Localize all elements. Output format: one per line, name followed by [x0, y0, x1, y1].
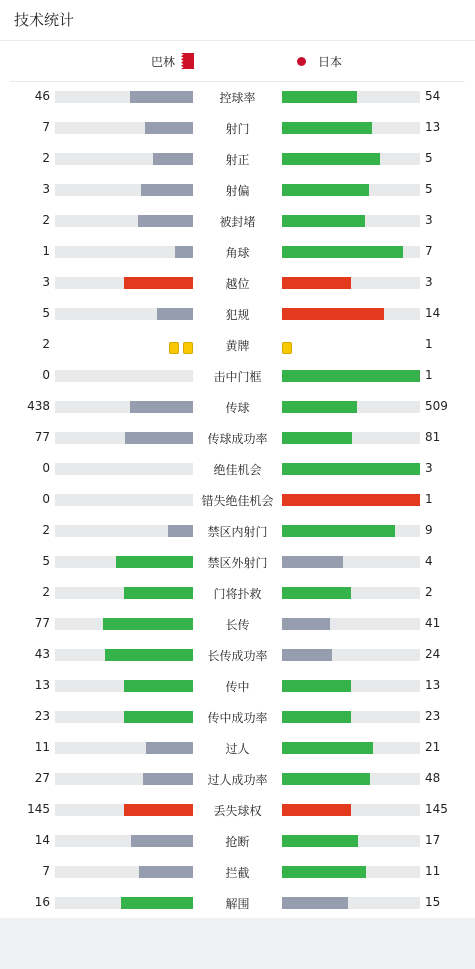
stat-row: [0, 267, 475, 298]
stat-label: 传球: [225, 401, 250, 415]
stat-label: 长传: [225, 618, 250, 632]
away-bar-fill: [282, 773, 370, 785]
home-bar-track: [55, 122, 193, 134]
home-bar-track: [55, 246, 193, 258]
away-bar-fill: [282, 277, 351, 289]
away-bar-track: [282, 742, 420, 754]
home-team-name: 巴林: [150, 55, 175, 69]
away-bar-track: [282, 680, 420, 692]
away-value: 5: [425, 151, 433, 165]
stat-row: [0, 143, 475, 174]
stat-label: 传中: [225, 680, 250, 694]
home-value: 2: [42, 213, 50, 227]
away-bar-track: [282, 215, 420, 227]
away-value: 1: [425, 337, 433, 351]
section-title: 技术统计: [14, 11, 75, 29]
home-bar-track: [55, 277, 193, 289]
home-value: 43: [34, 647, 50, 661]
home-bar-track: [55, 184, 193, 196]
stat-label: 禁区外射门: [207, 556, 268, 570]
home-bar-track: [55, 897, 193, 909]
stat-label: 射门: [225, 122, 250, 136]
away-value: 11: [425, 864, 441, 878]
stat-row: [0, 670, 475, 701]
yellow-card-icon: [282, 342, 292, 354]
stat-label: 绝佳机会: [213, 463, 262, 477]
home-value: 2: [42, 523, 50, 537]
home-bar-track: [55, 370, 193, 382]
away-bar-track: [282, 866, 420, 878]
home-bar-fill: [103, 618, 193, 630]
away-value: 2: [425, 585, 433, 599]
away-value: 509: [425, 399, 448, 413]
away-bar-fill: [282, 556, 343, 568]
home-bar-track: [55, 494, 193, 506]
stat-label: 错失绝佳机会: [201, 494, 274, 508]
home-bar-fill: [146, 742, 193, 754]
away-bar-track: [282, 711, 420, 723]
stat-row: [0, 732, 475, 763]
stat-row: [0, 453, 475, 484]
home-bar-fill: [157, 308, 193, 320]
away-bar-track: [282, 184, 420, 196]
home-bar-track: [55, 649, 193, 661]
stat-row: [0, 577, 475, 608]
home-bar-track: [55, 153, 193, 165]
away-bar-track: [282, 618, 420, 630]
stat-label: 犯规: [225, 308, 250, 322]
home-value: 1: [42, 244, 50, 258]
home-value: 0: [42, 461, 50, 475]
home-value: 2: [42, 585, 50, 599]
away-value: 1: [425, 492, 433, 506]
home-bar-track: [55, 556, 193, 568]
away-team-name: 日本: [318, 55, 343, 69]
away-value: 15: [425, 895, 441, 909]
home-bar-track: [55, 587, 193, 599]
home-bar-fill: [175, 246, 193, 258]
stat-row: [0, 515, 475, 546]
stat-row: [0, 701, 475, 732]
away-value: 81: [425, 430, 441, 444]
away-bar-track: [282, 246, 420, 258]
home-bar-track: [55, 835, 193, 847]
home-value: 5: [42, 306, 50, 320]
away-value: 4: [425, 554, 433, 568]
home-value: 14: [34, 833, 50, 847]
away-bar-track: [282, 401, 420, 413]
home-bar-track: [55, 711, 193, 723]
away-value: 13: [425, 678, 441, 692]
home-bar-fill: [145, 122, 193, 134]
stat-label: 黄牌: [225, 339, 250, 353]
stat-label: 过人成功率: [207, 773, 268, 787]
stat-row: [0, 794, 475, 825]
home-bar-fill: [138, 215, 193, 227]
home-bar-fill: [130, 91, 193, 103]
home-bar-fill: [139, 866, 193, 878]
teams-header: [10, 41, 465, 82]
away-bar-track: [282, 494, 420, 506]
away-bar-fill: [282, 897, 348, 909]
home-bar-track: [55, 91, 193, 103]
away-value: 48: [425, 771, 441, 785]
away-bar-fill: [282, 370, 420, 382]
home-bar-fill: [105, 649, 193, 661]
yellow-card-icon: [169, 342, 179, 354]
away-value: 145: [425, 802, 448, 816]
home-bar-fill: [124, 680, 193, 692]
stat-row: [0, 329, 475, 360]
home-bar-fill: [153, 153, 193, 165]
away-bar-fill: [282, 401, 357, 413]
home-bar-fill: [141, 184, 193, 196]
away-bar-track: [282, 649, 420, 661]
stat-label: 解围: [225, 897, 250, 911]
home-value: 13: [34, 678, 50, 692]
away-bar-fill: [282, 587, 351, 599]
home-value: 7: [42, 120, 50, 134]
home-bar-fill: [124, 277, 193, 289]
stat-row: [0, 422, 475, 453]
away-bar-fill: [282, 246, 403, 258]
away-value: 14: [425, 306, 441, 320]
home-yellow-cards: [165, 339, 193, 352]
stat-label: 丢失球权: [213, 804, 262, 818]
home-bar-track: [55, 680, 193, 692]
home-value: 77: [34, 616, 50, 630]
home-value: 0: [42, 492, 50, 506]
away-bar-fill: [282, 91, 357, 103]
home-value: 7: [42, 864, 50, 878]
stat-row: [0, 81, 475, 112]
home-value: 27: [34, 771, 50, 785]
home-bar-fill: [116, 556, 193, 568]
stat-label: 门将扑救: [213, 587, 262, 601]
away-value: 7: [425, 244, 433, 258]
yellow-card-icon: [183, 342, 193, 354]
away-bar-track: [282, 370, 420, 382]
away-value: 3: [425, 461, 433, 475]
away-value: 21: [425, 740, 441, 754]
home-bar-track: [55, 742, 193, 754]
away-bar-track: [282, 153, 420, 165]
away-value: 9: [425, 523, 433, 537]
away-bar-fill: [282, 122, 372, 134]
home-value: 2: [42, 337, 50, 351]
away-bar-fill: [282, 432, 352, 444]
home-bar-track: [55, 773, 193, 785]
away-bar-track: [282, 897, 420, 909]
away-bar-track: [282, 525, 420, 537]
stat-label: 越位: [225, 277, 250, 291]
away-value: 1: [425, 368, 433, 382]
home-value: 145: [27, 802, 50, 816]
stat-label: 角球: [225, 246, 250, 260]
away-bar-fill: [282, 711, 351, 723]
stat-label: 被封堵: [219, 215, 256, 229]
home-bar-track: [55, 401, 193, 413]
stat-label: 射正: [225, 153, 250, 167]
away-bar-fill: [282, 804, 351, 816]
away-value: 23: [425, 709, 441, 723]
away-bar-fill: [282, 680, 351, 692]
away-value: 3: [425, 213, 433, 227]
away-bar-fill: [282, 618, 330, 630]
section-header: [0, 0, 475, 41]
away-bar-fill: [282, 835, 358, 847]
japan-flag-icon: [297, 57, 306, 66]
away-value: 13: [425, 120, 441, 134]
bahrain-flag-icon: [176, 53, 194, 69]
stat-row: [0, 391, 475, 422]
away-bar-track: [282, 308, 420, 320]
away-bar-fill: [282, 649, 332, 661]
stat-row: [0, 360, 475, 391]
home-bar-track: [55, 525, 193, 537]
away-value: 3: [425, 275, 433, 289]
home-value: 46: [34, 89, 50, 103]
home-value: 16: [34, 895, 50, 909]
away-bar-track: [282, 835, 420, 847]
stat-label: 过人: [225, 742, 250, 756]
away-value: 41: [425, 616, 441, 630]
stat-label: 击中门框: [213, 370, 262, 384]
home-value: 0: [42, 368, 50, 382]
away-bar-track: [282, 773, 420, 785]
away-bar-track: [282, 587, 420, 599]
away-bar-fill: [282, 308, 384, 320]
stat-label: 控球率: [219, 91, 256, 105]
stat-label: 长传成功率: [207, 649, 268, 663]
stat-row: [0, 236, 475, 267]
home-value: 77: [34, 430, 50, 444]
away-bar-track: [282, 91, 420, 103]
home-value: 438: [27, 399, 50, 413]
away-bar-fill: [282, 866, 366, 878]
stat-row: [0, 112, 475, 143]
away-bar-fill: [282, 463, 420, 475]
home-bar-track: [55, 804, 193, 816]
stat-row: [0, 174, 475, 205]
stat-row: [0, 546, 475, 577]
home-bar-fill: [124, 804, 193, 816]
away-bar-track: [282, 122, 420, 134]
away-bar-track: [282, 556, 420, 568]
away-value: 54: [425, 89, 441, 103]
home-bar-fill: [121, 897, 193, 909]
stat-row: [0, 825, 475, 856]
home-value: 23: [34, 709, 50, 723]
home-bar-track: [55, 618, 193, 630]
home-bar-track: [55, 215, 193, 227]
stat-row: [0, 484, 475, 515]
away-bar-fill: [282, 525, 395, 537]
home-bar-fill: [124, 587, 193, 599]
home-bar-fill: [168, 525, 193, 537]
away-bar-track: [282, 277, 420, 289]
stat-row: [0, 887, 475, 918]
stat-row: [0, 298, 475, 329]
home-bar-track: [55, 308, 193, 320]
away-bar-track: [282, 804, 420, 816]
stat-label: 传球成功率: [207, 432, 268, 446]
home-bar-track: [55, 432, 193, 444]
stat-label: 抢断: [225, 835, 250, 849]
home-bar-fill: [143, 773, 193, 785]
home-bar-fill: [124, 711, 193, 723]
stat-label: 传中成功率: [207, 711, 268, 725]
stat-label: 拦截: [225, 866, 250, 880]
away-value: 24: [425, 647, 441, 661]
away-value: 5: [425, 182, 433, 196]
stat-row: [0, 608, 475, 639]
away-bar-fill: [282, 494, 420, 506]
stat-row: [0, 856, 475, 887]
away-bar-fill: [282, 742, 373, 754]
home-value: 5: [42, 554, 50, 568]
away-bar-fill: [282, 215, 365, 227]
away-bar-fill: [282, 184, 369, 196]
stat-label: 射偏: [225, 184, 250, 198]
home-bar-fill: [125, 432, 193, 444]
stat-row: [0, 205, 475, 236]
home-bar-fill: [131, 835, 193, 847]
home-value: 2: [42, 151, 50, 165]
away-yellow-cards: [282, 339, 296, 352]
home-bar-track: [55, 463, 193, 475]
stat-label: 禁区内射门: [207, 525, 268, 539]
home-value: 3: [42, 182, 50, 196]
stat-row: [0, 639, 475, 670]
home-bar-fill: [130, 401, 193, 413]
away-bar-fill: [282, 153, 380, 165]
away-value: 17: [425, 833, 441, 847]
stat-row: [0, 763, 475, 794]
home-value: 11: [34, 740, 50, 754]
away-bar-track: [282, 463, 420, 475]
away-bar-track: [282, 432, 420, 444]
home-bar-track: [55, 866, 193, 878]
home-value: 3: [42, 275, 50, 289]
